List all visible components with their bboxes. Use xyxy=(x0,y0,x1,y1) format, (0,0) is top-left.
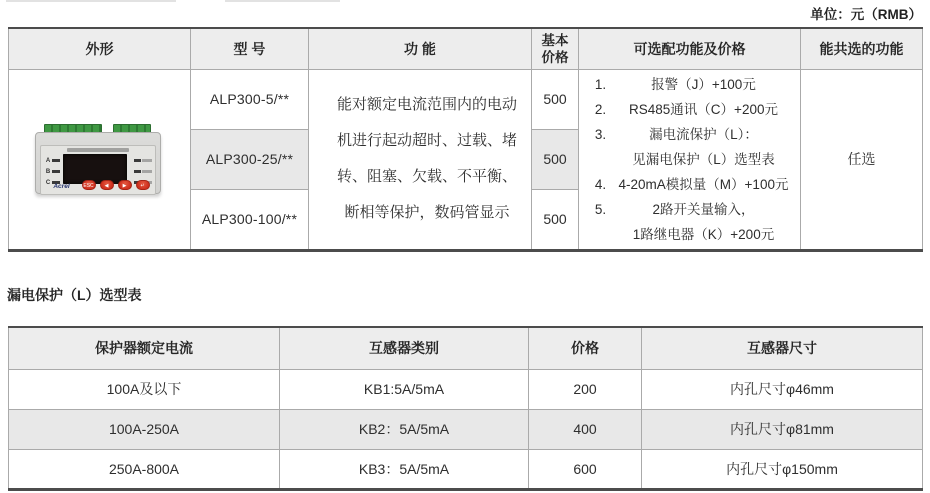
phase-row xyxy=(45,155,60,166)
item-number: 4. xyxy=(594,176,607,192)
device-title-text xyxy=(67,148,129,152)
header-model: 型 号 xyxy=(191,28,309,69)
enter-button-icon: ↵ xyxy=(136,180,150,190)
header-appearance: 外形 xyxy=(9,28,191,69)
header-base-price-line2: 价格 xyxy=(541,49,569,65)
phase-a-indicator-icon xyxy=(52,159,60,162)
function-cell xyxy=(309,69,532,250)
alp300-product-photo xyxy=(35,124,165,202)
transformer-type-cell: KB1:5A/5mA xyxy=(280,369,529,409)
optional-functions-cell xyxy=(579,69,801,250)
item-number: 1. xyxy=(594,76,607,92)
model-cell: ALP300-25/** xyxy=(191,129,309,189)
price-cell: 200 xyxy=(529,369,642,409)
item-number xyxy=(590,222,611,247)
run-indicator-icon xyxy=(134,159,141,162)
header-optional-functions: 可选配功能及价格 xyxy=(579,28,801,69)
header-transformer-size: 互感器尺寸 xyxy=(642,327,923,369)
indicator-row xyxy=(134,155,152,166)
unit-label: 单位：元（RMB） xyxy=(810,7,922,22)
header-price: 价格 xyxy=(529,327,642,369)
item-text: 2路开关量输入， xyxy=(652,201,755,217)
table2-row-3 xyxy=(9,449,923,489)
phase-c-label: C xyxy=(45,179,51,186)
model-cell: ALP300-5/** xyxy=(191,69,309,129)
item-text: 1路继电器（K）+200元 xyxy=(632,226,775,242)
item-number: 2. xyxy=(594,101,607,117)
item-number: 5. xyxy=(594,201,607,217)
optional-list xyxy=(579,70,800,249)
leakage-protection-table xyxy=(8,326,923,491)
header-rated-current: 保护器额定电流 xyxy=(9,327,280,369)
table2-row-1 xyxy=(9,369,923,409)
table1-row-1 xyxy=(9,69,923,129)
left-arrow-button-icon: ◀ xyxy=(100,180,114,190)
optional-item xyxy=(590,72,796,97)
header-co-selectable: 能共选的功能 xyxy=(801,28,923,69)
acrel-logo-text: Acrel xyxy=(53,183,70,190)
price-cell: 400 xyxy=(529,409,642,449)
function-line: 能对额定电流范围内的电动 xyxy=(336,96,517,113)
transformer-size-cell: 内孔尺寸φ150mm xyxy=(642,449,923,489)
leakage-table-title: 漏电保护（L）选型表 xyxy=(7,287,142,303)
product-selection-table xyxy=(8,27,923,252)
item-number: 3. xyxy=(594,126,607,142)
optional-item xyxy=(590,172,796,197)
item-text: 4-20mA模拟量（M）+100元 xyxy=(618,176,789,192)
trip-indicator-icon xyxy=(134,170,141,173)
optional-item xyxy=(590,197,796,222)
appearance-cell xyxy=(9,69,191,250)
transformer-type-cell: KB3：5A/5mA xyxy=(280,449,529,489)
price-cell: 600 xyxy=(529,449,642,489)
base-price-cell: 500 xyxy=(532,190,579,250)
optional-item xyxy=(590,122,796,147)
table2-row-2 xyxy=(9,409,923,449)
cropped-text-remnant xyxy=(225,0,340,2)
model-cell: ALP300-100/** xyxy=(191,190,309,250)
phase-a-label: A xyxy=(45,157,51,164)
run-indicator-label xyxy=(142,159,152,162)
optional-item xyxy=(590,97,796,122)
device-button-row xyxy=(82,180,150,190)
item-text: 见漏电保护（L）选型表 xyxy=(632,151,775,167)
item-number xyxy=(590,147,611,172)
phase-b-label: B xyxy=(45,168,51,175)
co-selectable-cell: 任选 xyxy=(801,69,923,250)
rated-current-cell: 250A-800A xyxy=(9,449,280,489)
item-text: RS485通讯（C）+200元 xyxy=(629,101,778,117)
transformer-size-cell: 内孔尺寸φ46mm xyxy=(642,369,923,409)
cropped-text-remnant xyxy=(6,0,176,2)
base-price-cell: 500 xyxy=(532,69,579,129)
table2-header-row xyxy=(9,327,923,369)
table1-header-row xyxy=(9,28,923,69)
trip-indicator-label xyxy=(142,170,152,173)
header-transformer-type: 互感器类别 xyxy=(280,327,529,369)
right-arrow-button-icon: ▶ xyxy=(118,180,132,190)
header-function: 功 能 xyxy=(309,28,532,69)
function-line: 机进行起动超时、过载、堵 xyxy=(336,132,517,149)
rated-current-cell: 100A-250A xyxy=(9,409,280,449)
base-price-cell: 500 xyxy=(532,129,579,189)
device-faceplate xyxy=(40,145,156,195)
optional-item-continuation xyxy=(590,222,796,247)
transformer-type-cell: KB2：5A/5mA xyxy=(280,409,529,449)
header-base-price xyxy=(532,28,579,69)
device-body xyxy=(35,132,161,194)
transformer-size-cell: 内孔尺寸φ81mm xyxy=(642,409,923,449)
indicator-row xyxy=(134,166,152,177)
header-base-price-line1: 基本 xyxy=(541,32,569,48)
phase-row xyxy=(45,166,60,177)
item-text: 漏电流保护（L）： xyxy=(649,126,758,142)
function-line: 转、阻塞、欠载、不平衡、 xyxy=(336,168,517,185)
rated-current-cell: 100A及以下 xyxy=(9,369,280,409)
optional-item-continuation xyxy=(590,147,796,172)
acrel-logo xyxy=(45,183,79,190)
phase-b-indicator-icon xyxy=(52,170,60,173)
esc-button-icon: ESC xyxy=(82,180,96,190)
function-line: 断相等保护，数码管显示 xyxy=(344,204,510,221)
item-text: 报警（J）+100元 xyxy=(651,76,756,92)
